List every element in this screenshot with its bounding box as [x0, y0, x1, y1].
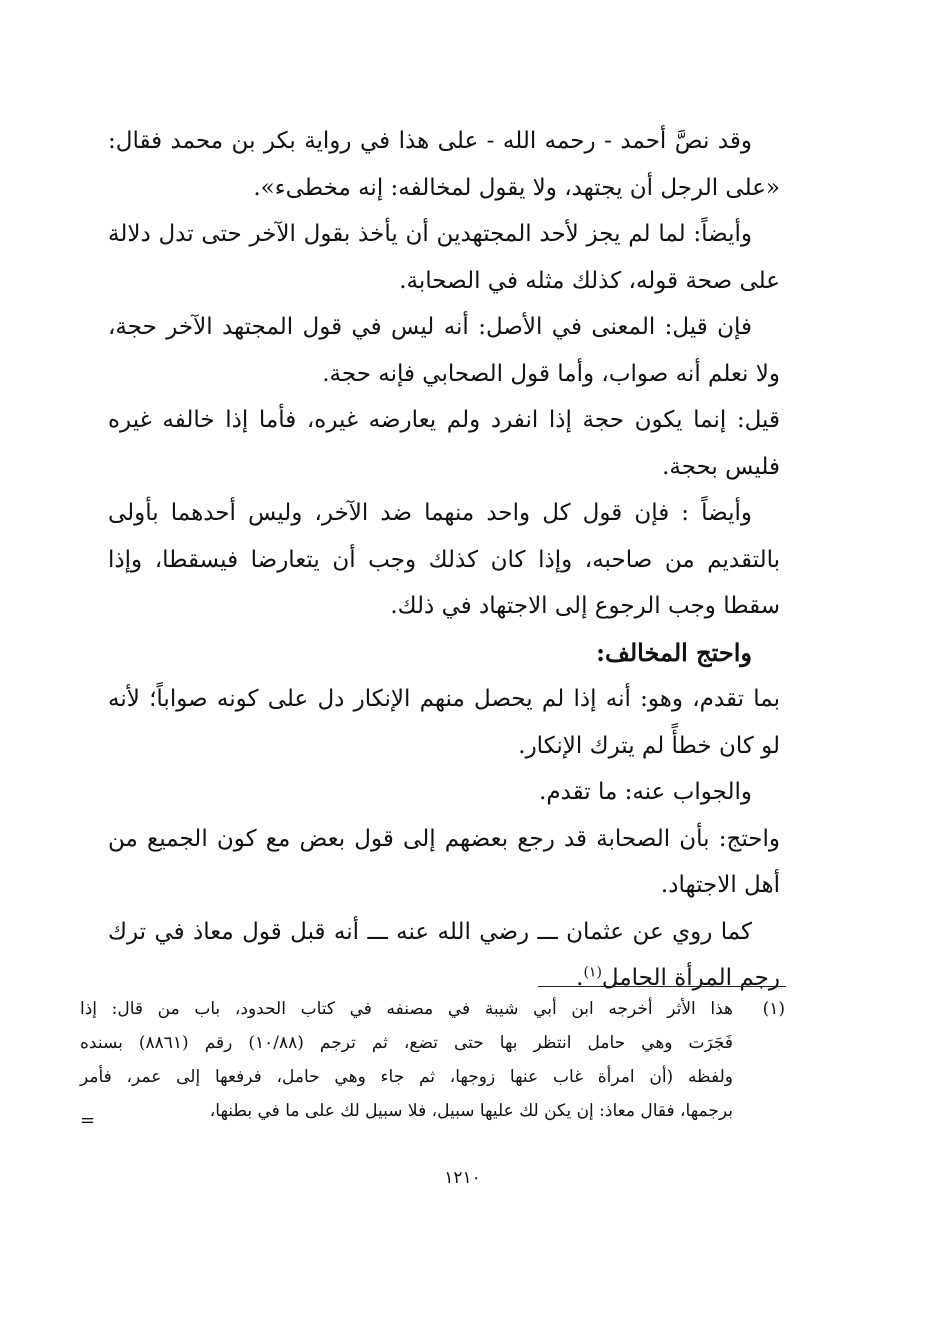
- footnote-separator: [538, 986, 786, 987]
- paragraph-9-text: كما روي عن عثمان ـــ رضي الله عنه ـــ أنه قبل قول معاذ في ترك رجم المرأة الحامل: [108, 918, 780, 991]
- paragraph-7: والجواب عنه: ما تقدم.: [539, 779, 752, 805]
- continuation-mark: =: [80, 1110, 96, 1131]
- main-text: [108, 118, 780, 1002]
- section-heading: واحتج المخالف:: [596, 637, 752, 667]
- paragraph-9: [108, 909, 780, 1002]
- footnote-body: [80, 992, 733, 1128]
- paragraph-3: فإن قيل: المعنى في الأصل: أنه ليس في قول المجتهد الآخر حجة، ولا نعلم أنه صواب، وأما قول الصحابي فإنه حجة.: [108, 314, 780, 387]
- paragraph-4: قيل: إنما يكون حجة إذا انفرد ولم يعارضه غيره، فأما إذا خالفه غيره فليس بحجة.: [108, 407, 780, 480]
- footnote-reference[interactable]: (١): [583, 964, 602, 981]
- footnote-line-1: هذا الأثر أخرجه ابن أبي شيبة في مصنفه في كتاب الحدود، باب من قال: إذا: [80, 999, 733, 1019]
- paragraph-5: وأيضاً : فإن قول كل واحد منهما ضد الآخر، وليس أحدهما بأولى بالتقديم من صاحبه، وإذا كان كذلك وجب أن يتعارضا فيسقطا، وإذا سقطا وجب الرجوع إلى الاجتهاد في ذلك.: [108, 500, 780, 619]
- paragraph-9-tail: .: [576, 965, 584, 991]
- footnote-number: (١): [762, 999, 785, 1019]
- paragraph-2: وأيضاً: لما لم يجز لأحد المجتهدين أن يأخذ بقول الآخر حتى تدل دلالة على صحة قوله، كذلك مثله في الصحابة.: [108, 221, 780, 294]
- page-number: ١٢١٠: [444, 1168, 481, 1188]
- paragraph-1: وقد نصَّ أحمد - رحمه الله - على هذا في رواية بكر بن محمد فقال: «على الرجل أن يجتهد، ولا يقول لمخالفه: إنه مخطىء».: [108, 128, 780, 201]
- footnote-line-4: برجمها، فقال معاذ: إن يكن لك عليها سبيل، فلا سبيل لك على ما في بطنها،: [209, 1101, 733, 1121]
- footnote-line-3: ولفظه (أن امرأة غاب عنها زوجها، ثم جاء وهي حامل، فرفعها إلى عمر، فأمر: [80, 1067, 733, 1087]
- paragraph-8: واحتج: بأن الصحابة قد رجع بعضهم إلى قول بعض مع كون الجميع من أهل الاجتهاد.: [108, 825, 780, 898]
- footnote-line-2: فَجَرَت وهي حامل انتظر بها حتى تضع، ثم ترجم (١٠/٨٨) رقم (٨٨٦١) بسنده: [80, 1033, 733, 1053]
- footnote: [80, 992, 785, 1128]
- paragraph-6: بما تقدم، وهو: أنه إذا لم يحصل منهم الإنكار دل على كونه صواباً؛ لأنه لو كان خطأً لم يترك الإنكار.: [108, 686, 780, 759]
